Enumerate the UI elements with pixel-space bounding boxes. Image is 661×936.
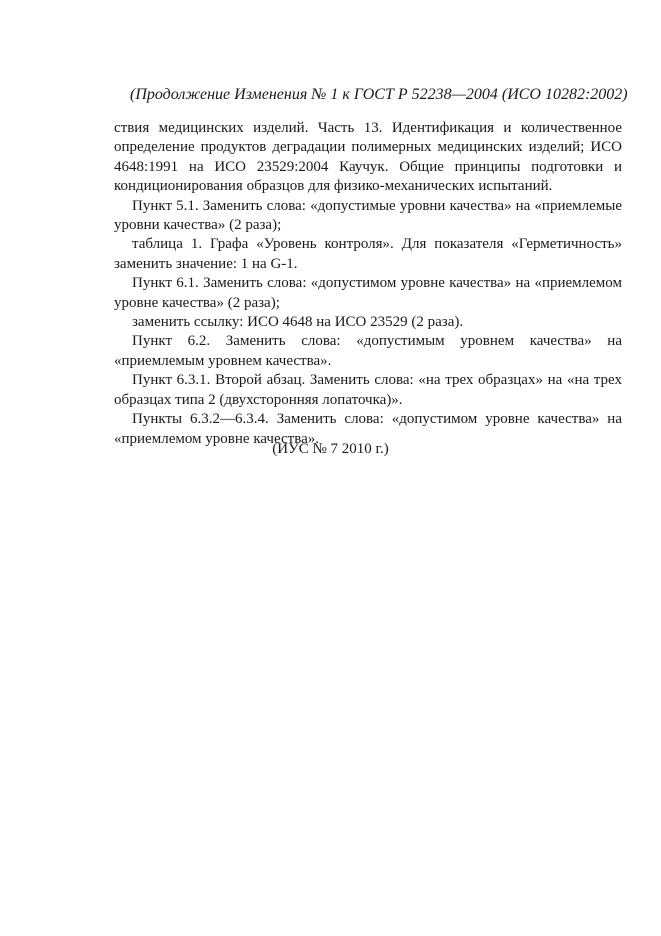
paragraph-clause-5-1: Пункт 5.1. Заменить слова: «допустимые уровни качества» на «приемлемые уровни качества» (2 раза); — [114, 197, 622, 234]
ius-reference: (ИУС № 7 2010 г.) — [272, 441, 389, 457]
paragraph-reference-replace: заменить ссылку: ИСО 4648 на ИСО 23529 (2 раза). — [132, 314, 464, 331]
amendment-body — [114, 119, 622, 449]
continuation-header: (Продолжение Изменения № 1 к ГОСТ Р 52238—2004 (ИСО 10282:2002) — [130, 86, 628, 103]
paragraph-clauses-6-3-2-6-3-4: Пункты 6.3.2—6.3.4. Заменить слова: «допустимом уровне качества» на «приемлемом уровне качества». — [114, 411, 622, 447]
paragraph-clause-6-3-1: Пункт 6.3.1. Второй абзац. Заменить слова: «на трех образцах» на «на трех образцах типа 2 (двухсторонняя лопаточка)». — [114, 372, 622, 408]
paragraph-table-1: таблица 1. Графа «Уровень контроля». Для показателя «Герметичность» заменить значение: 1 на G-1. — [114, 236, 622, 272]
paragraph-clause-6-1: Пункт 6.1. Заменить слова: «допустимом уровне качества» на «приемлемом уровне качества» (2 раза); — [114, 275, 622, 311]
paragraph-clause-6-2: Пункт 6.2. Заменить слова: «допустимым уровнем качества» на «приемлемым уровнем качества». — [114, 333, 622, 369]
paragraph-continuation: ствия медицинских изделий. Часть 13. Идентификация и количественное определение продуктов деградации полимерных медицинских изделий; ИСО 4648:1991 на ИСО 23529:2004 Каучук. Общие принципы подготовки и кондиционирования образцов для физико-механических испытаний. — [114, 120, 622, 195]
